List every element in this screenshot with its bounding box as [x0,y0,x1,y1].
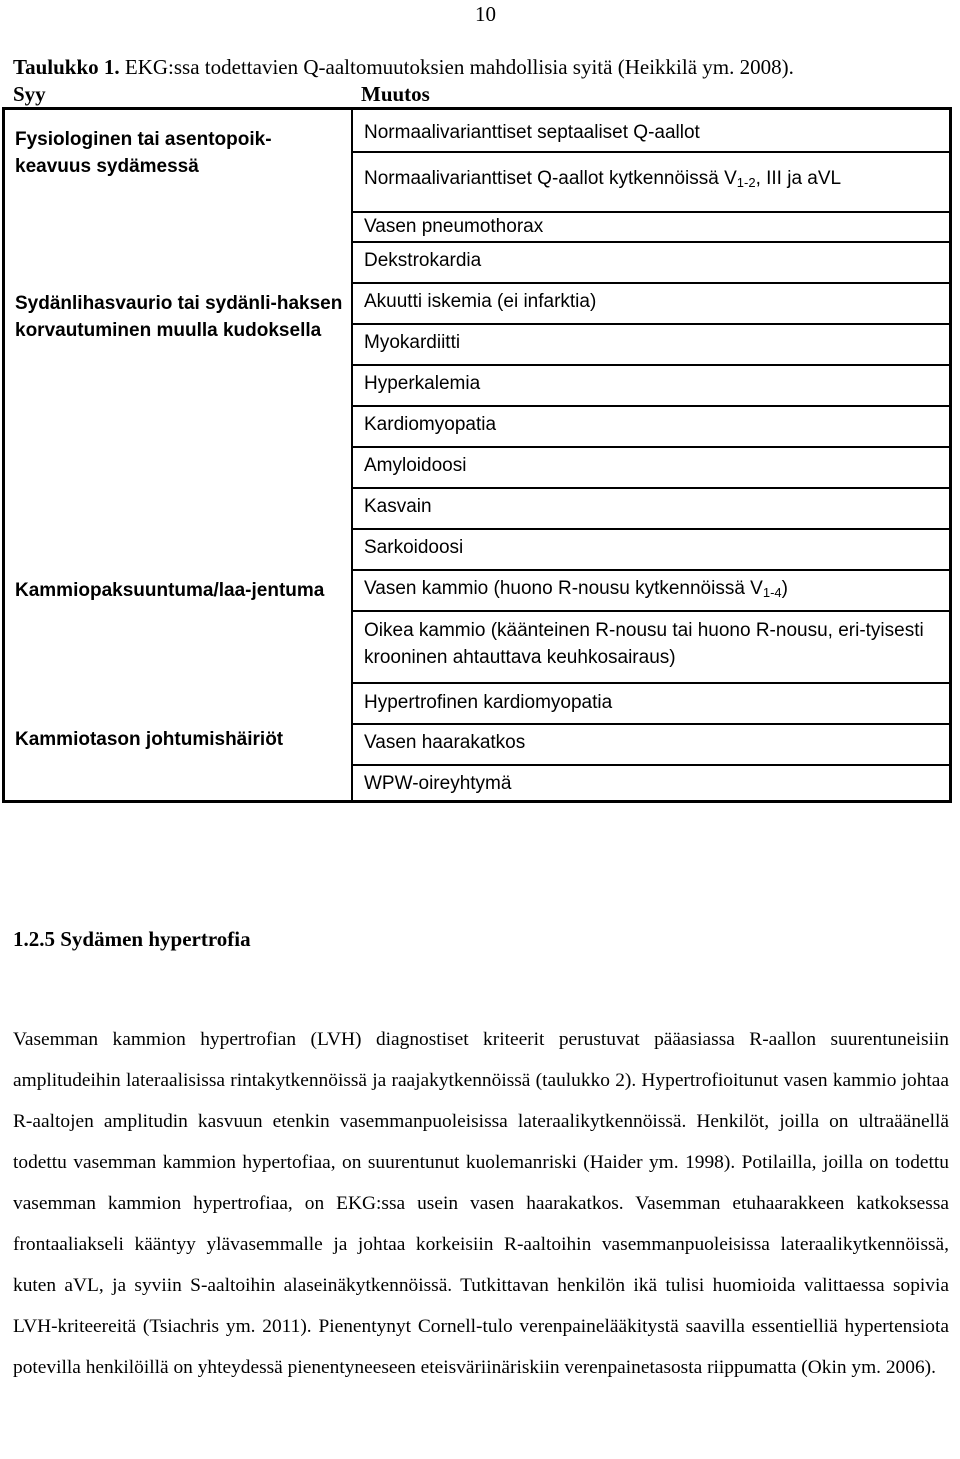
change-text: , III ja aVL [755,168,842,189]
change-row: Oikea kammio (käänteinen R-nousu tai huono R-nousu, eri-tyisesti krooninen ahtauttava keuhkosairaus) [353,612,949,684]
header-change: Muutos [361,82,430,106]
table-caption [13,55,794,80]
body-paragraph: Vasemman kammion hypertrofian (LVH) diagnostiset kriteerit perustuvat pääasiassa R-aallon suurentuneisiin amplitudeihin lateraalisissa rintakytkennöissä ja raajakytkennöissä (taulukko 2). Hypertrofioitunut vasen kammio johtaa R-aaltojen amplitudin kasvuun etenkin vasemmanpuoleisissa lateraalikytkennöissä. Henkilöt, joilla on ultraäänellä todettu vasemman kammion hypertofiaa, on suurentunut kuolemanriski (Haider ym. 1998). Potilailla, joilla on todettu vasemman kammion hypertrofiaa, on EKG:ssa usein vasen haarakatkos. Vasemman etuhaarakkeen katkoksessa frontaaliakseli kääntyy ylävasemmalle ja johtaa korkeisiin R-aaltoihin vasemmanpuoleisissa lateraalikytkennöissä, kuten aVL, ja syviin S-aaltoihin alaseinäkytkennöissä. Tutkittavan henkilön ikä tulisi huomioida valittaessa sopivia LVH-kriteereitä (Tsiachris ym. 2011). Pienentynyt Cornell-tulo verenpainelääkitystä saavilla essentielliä hypertensiota potevilla henkilöillä on yhteydessä pienentyneeseen eteisväriinäriskiin verenpainetasosta riippumatta (Okin ym. 2006). [13,1029,949,1378]
lead-subscript: 1-2 [736,175,756,190]
cause-conduction-disorders: Kammiotason johtumishäiriöt [15,729,284,750]
lead-subscript: 1-4 [762,585,782,600]
change-row [353,153,949,213]
cause-ventricular-hypertrophy: Kammiopaksuuntuma/laa-jentuma [15,580,325,601]
change-row: Kasvain [353,489,949,530]
change-row: Dekstrokardia [353,243,949,284]
cause-myocardial-damage: Sydänlihasvaurio tai sydänli-haksen korvautuminen muulla kudoksella [15,293,343,341]
caption-label: Taulukko 1. [13,55,120,79]
change-row: Hyperkalemia [353,366,949,407]
cause-physiological: Fysiologinen tai asentopoik-keavuus sydämessä [15,129,272,177]
change-text: ) [781,578,788,599]
change-text: Vasen kammio (huono R-nousu kytkennöissä V [364,578,763,599]
change-text: Normaalivarianttiset Q-aallot kytkennöissä V [364,168,737,189]
change-row: WPW-oireyhtymä [364,773,512,794]
caption-text: EKG:ssa todettavien Q-aaltomuutoksien mahdollisia syitä (Heikkilä ym. 2008). [119,55,794,79]
q-wave-table [2,107,952,803]
change-row: Vasen pneumothorax [353,213,949,243]
page-number: 10 [475,2,496,26]
change-row: Sarkoidoosi [353,530,949,571]
section-title: 1.2.5 Sydämen hypertrofia [13,927,251,951]
change-row [353,571,949,612]
change-row: Normaalivarianttiset septaaliset Q-aallot [353,110,949,153]
change-row: Amyloidoosi [353,448,949,489]
change-row: Hypertrofinen kardiomyopatia [353,684,949,725]
change-row: Vasen haarakatkos [353,725,949,766]
change-row: Myokardiitti [353,325,949,366]
change-row: Akuutti iskemia (ei infarktia) [353,284,949,325]
change-row: Kardiomyopatia [353,407,949,448]
header-cause: Syy [13,82,46,106]
